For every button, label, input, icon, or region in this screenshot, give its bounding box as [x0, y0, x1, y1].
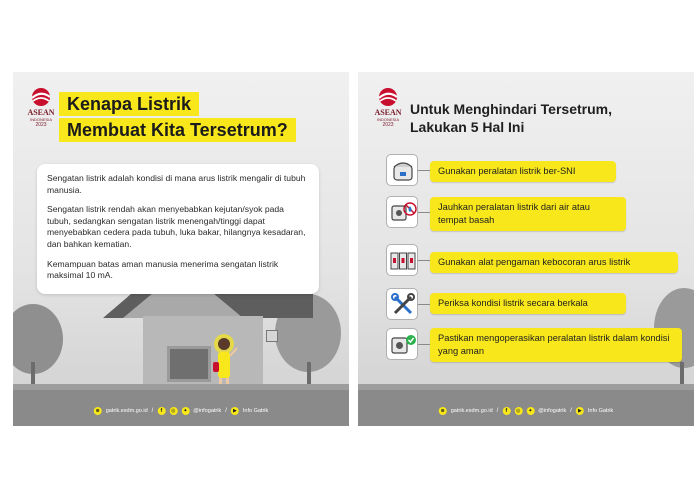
footer-social[interactable]: @infogatrik [538, 408, 567, 414]
footer-separator: / [225, 408, 227, 414]
tools-icon [386, 288, 418, 320]
right-heading-line-1: Untuk Menghindari Tersetrum, [410, 101, 612, 117]
youtube-icon: ▶ [576, 407, 584, 415]
footer-separator: / [570, 408, 572, 414]
instagram-icon: ◎ [171, 408, 176, 414]
footer-separator: / [151, 408, 154, 414]
outlet-check-icon [386, 328, 418, 360]
info-paragraph-2: Sengatan listrik rendah akan menyebabkan kejutan/syok pada tubuh, sedangkan sengatan listrik menengah/tinggi dapat menyebabkan cedera pada tubuh, luka bakar, hilangnya kesadaran, dan bahkan kematian. [47, 204, 306, 249]
logo-text-asean: ASEAN [374, 108, 402, 117]
step-4-box [430, 293, 626, 314]
info-paragraph-3: Kemampuan batas aman manusia menerima sengatan listrik maksimal 10 mA. [47, 258, 279, 281]
house-window [167, 346, 211, 382]
footer-website[interactable]: gatrik.esdm.go.id [105, 408, 148, 414]
wall-outlet-icon [266, 330, 278, 342]
logo-text-year: 2023 [35, 122, 47, 128]
connector-line [418, 304, 430, 305]
asean-emblem-icon [26, 86, 56, 108]
circuit-breaker-icon [386, 244, 418, 276]
connector-line [418, 260, 430, 261]
no-water-outlet-icon [386, 196, 418, 228]
logo-text-year: 2023 [382, 122, 394, 128]
footer-channel[interactable]: Info Gatrik [587, 408, 614, 414]
globe-icon: ⊕ [95, 408, 100, 414]
step-3-box [430, 252, 678, 273]
footer-website[interactable]: gatrik.esdm.go.id [450, 408, 493, 414]
step-3-text: Gunakan alat pengaman kebocoran arus listrik [438, 257, 631, 267]
footer-right [439, 407, 614, 415]
step-1-text: Gunakan peralatan listrik ber-SNI [438, 166, 576, 176]
footer-channel[interactable]: Info Gatrik [242, 408, 269, 414]
footer-left [94, 407, 269, 415]
logo-text-asean: ASEAN [27, 108, 55, 117]
left-panel [13, 72, 349, 426]
step-2-text: Jauhkan peralatan listrik dari air atau tempat basah [438, 202, 590, 225]
left-title-line-2: Membuat Kita Tersetrum? [59, 118, 296, 142]
asean-logo [368, 86, 408, 128]
left-title-line-1: Kenapa Listrik [59, 92, 199, 116]
facebook-icon: f [502, 407, 510, 415]
twitter-icon: ✦ [183, 408, 188, 414]
logo-text-indonesia: INDONESIA [29, 117, 52, 122]
asean-logo [21, 86, 61, 128]
globe-icon: ⊕ [440, 408, 445, 414]
connector-line [418, 170, 430, 171]
youtube-icon: ▶ [231, 407, 239, 415]
facebook-icon: f [157, 407, 165, 415]
step-1-box [430, 161, 616, 182]
tree [13, 304, 63, 374]
right-panel [358, 72, 694, 426]
footer-social[interactable]: @infogatrik [193, 408, 222, 414]
footer-separator: / [496, 408, 499, 414]
rice-cooker-icon [386, 154, 418, 186]
right-heading-line-2: Lakukan 5 Hal Ini [410, 119, 525, 135]
twitter-icon: ✦ [528, 408, 533, 414]
asean-emblem-icon [373, 86, 403, 108]
info-card [37, 164, 319, 294]
logo-text-indonesia: INDONESIA [376, 117, 399, 122]
step-5-box [430, 328, 682, 362]
step-2-box [430, 197, 626, 231]
instagram-icon: ◎ [516, 408, 521, 414]
right-heading [410, 100, 612, 136]
step-4-text: Periksa kondisi listrik secara berkala [438, 298, 588, 308]
connector-line [418, 344, 430, 345]
step-5-text: Pastikan mengoperasikan peralatan listrik dalam kondisi yang aman [438, 333, 670, 356]
connector-line [418, 212, 430, 213]
info-paragraph-1: Sengatan listrik adalah kondisi di mana arus listrik mengalir di tubuh manusia. [47, 173, 306, 195]
